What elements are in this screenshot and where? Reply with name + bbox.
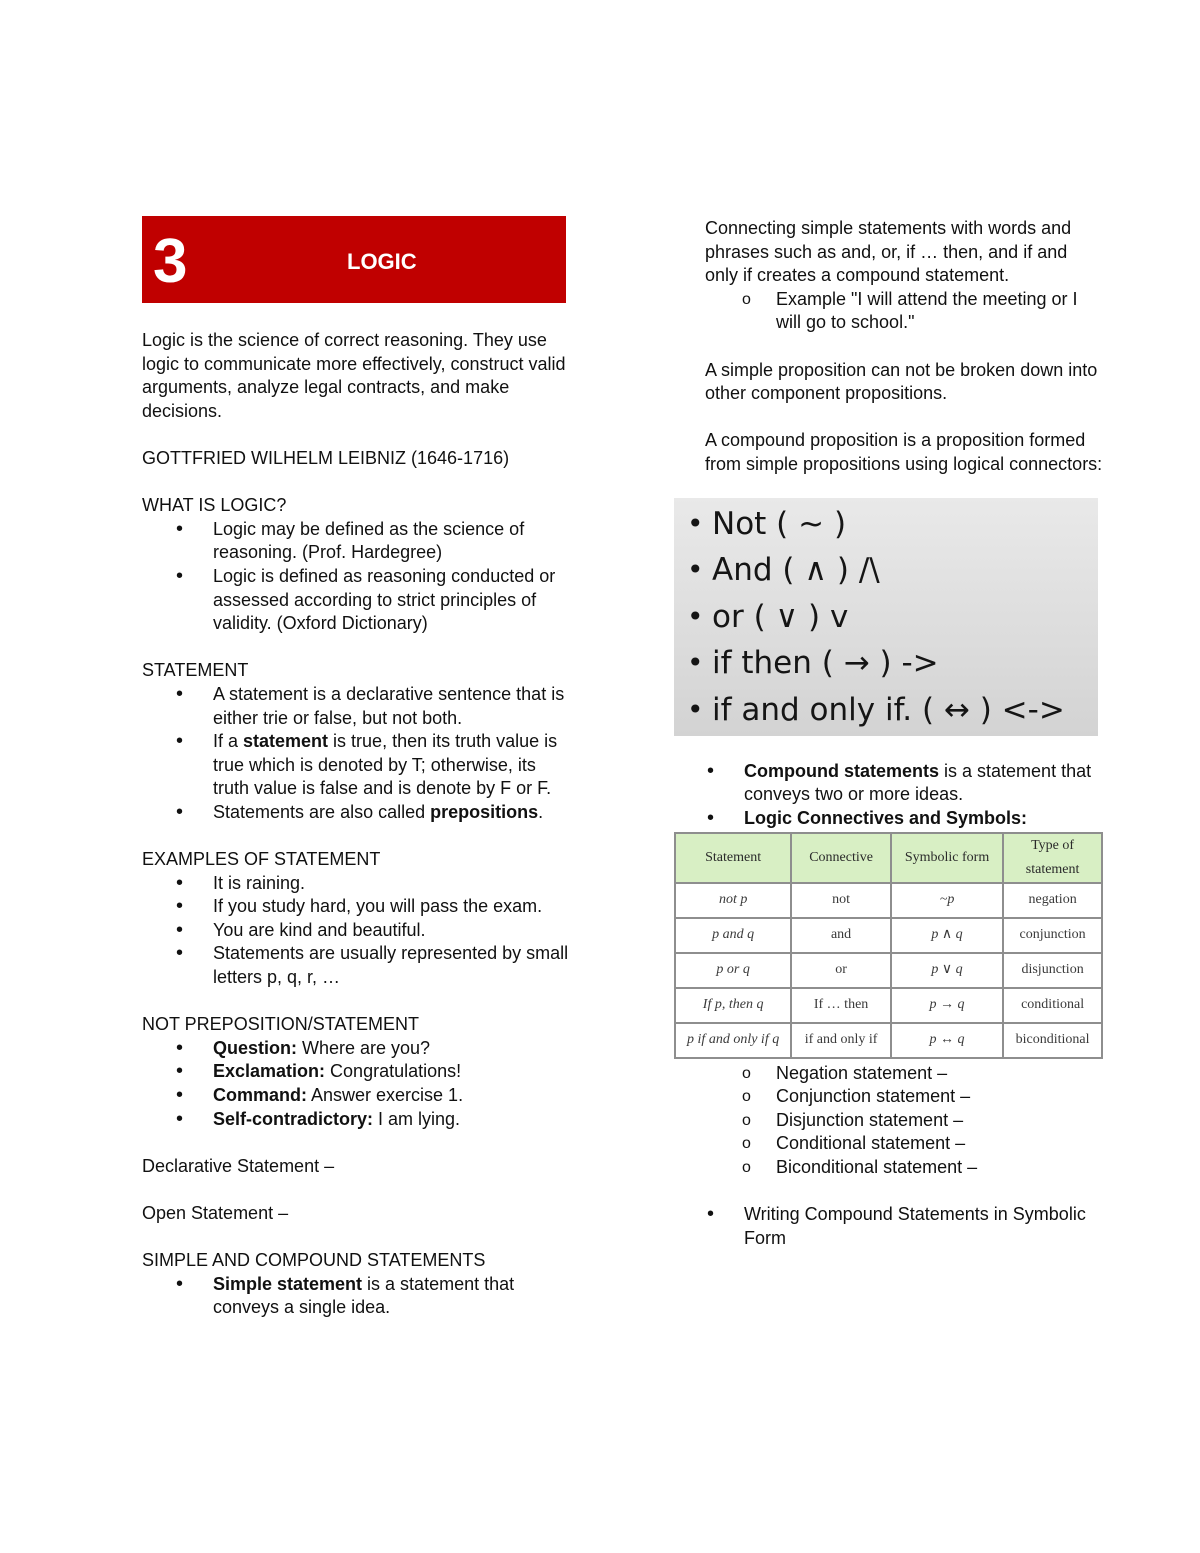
statement-heading: STATEMENT — [142, 660, 249, 681]
list-item: • Command: Answer exercise 1. — [142, 1084, 572, 1108]
list-item: • If a statement is true, then its truth value is true which is denoted by T; otherwise, its truth value is false and is denote by F or F. — [142, 730, 572, 801]
connector-if-then: • if then ( → ) -> — [674, 640, 1098, 687]
column-header: Type of statement — [1003, 833, 1102, 882]
connectives-table — [674, 832, 1103, 1058]
simple-compound-list — [142, 1273, 572, 1320]
table-cell: or — [791, 953, 891, 988]
connector-iff: • if and only if. ( ↔ ) <-> — [674, 687, 1098, 734]
writing-list — [673, 1203, 1103, 1250]
simple-compound-heading: SIMPLE AND COMPOUND STATEMENTS — [142, 1250, 486, 1271]
list-item: • Writing Compound Statements in Symbolic Form — [673, 1203, 1103, 1250]
list-item: • A statement is a declarative sentence that is either trie or false, but not both. — [142, 683, 572, 730]
list-item: • Simple statement is a statement that conveys a single idea. — [142, 1273, 572, 1320]
table-cell: p or q — [675, 953, 791, 988]
table-cell: not p — [675, 883, 791, 918]
chapter-number: 3 — [153, 227, 188, 296]
column-header: Symbolic form — [891, 833, 1003, 882]
compound-list — [673, 760, 1103, 831]
table-cell: p → q — [891, 988, 1003, 1023]
list-item: • Logic Connectives and Symbols: — [673, 807, 1103, 831]
table-row — [675, 883, 1102, 918]
not-statement-list — [142, 1037, 572, 1131]
intro-paragraph: Logic is the science of correct reasoning. They use logic to communicate more effectively, construct valid arguments, analyze legal contracts, and make decisions. — [142, 330, 566, 421]
table-cell: p and q — [675, 918, 791, 953]
list-item: • Statements are also called prepositions. — [142, 801, 572, 825]
connector-not: • Not ( ~ ) — [674, 501, 1098, 548]
right-column — [673, 217, 1103, 1250]
list-item: • You are kind and beautiful. — [142, 919, 572, 943]
table-row — [675, 988, 1102, 1023]
table-cell: and — [791, 918, 891, 953]
table-cell: ~p — [891, 883, 1003, 918]
chapter-banner — [142, 216, 566, 303]
table-row — [675, 953, 1102, 988]
connecting-paragraph: Connecting simple statements with words and phrases such as and, or, if … then, and if and only if creates a compound statement. — [705, 218, 1072, 286]
list-item: • Compound statements is a statement that conveys two or more ideas. — [673, 760, 1103, 807]
table-cell: negation — [1003, 883, 1102, 918]
open-statement-line: Open Statement – — [142, 1202, 289, 1223]
what-is-logic-list — [142, 518, 572, 636]
list-item: • Exclamation: Congratulations! — [142, 1060, 572, 1084]
left-column — [142, 216, 572, 1320]
declarative-statement-line: Declarative Statement – — [142, 1155, 335, 1176]
table-cell: p ↔ q — [891, 1023, 1003, 1058]
simple-proposition-paragraph: A simple proposition can not be broken down into other component propositions. — [705, 359, 1098, 404]
list-item: • Question: Where are you? — [142, 1037, 572, 1061]
table-row — [675, 918, 1102, 953]
what-is-logic-heading: WHAT IS LOGIC? — [142, 495, 287, 516]
connectors-image — [674, 498, 1098, 736]
compound-proposition-paragraph: A compound proposition is a proposition formed from simple propositions using logical connectors: — [705, 430, 1103, 474]
list-item: o Conjunction statement – — [673, 1085, 1103, 1109]
leibniz-line: GOTTFRIED WILHELM LEIBNIZ (1646-1716) — [142, 447, 510, 468]
table-cell: disjunction — [1003, 953, 1102, 988]
table-cell: if and only if — [791, 1023, 891, 1058]
statement-types-list — [673, 1062, 1103, 1180]
statement-list — [142, 683, 572, 825]
list-item: o Biconditional statement – — [673, 1156, 1103, 1180]
table-cell: conjunction — [1003, 918, 1102, 953]
table-cell: p ∨ q — [891, 953, 1003, 988]
examples-heading: EXAMPLES OF STATEMENT — [142, 849, 381, 870]
list-item: o Conditional statement – — [673, 1132, 1103, 1156]
chapter-title: LOGIC — [347, 249, 417, 274]
list-item: • Logic is defined as reasoning conducted or assessed according to strict principles of validity. (Oxford Dictionary) — [142, 565, 572, 636]
not-statement-heading: NOT PREPOSITION/STATEMENT — [142, 1014, 420, 1035]
table-cell: biconditional — [1003, 1023, 1102, 1058]
connectors-list — [674, 501, 1098, 734]
list-item: • Statements are usually represented by small letters p, q, r, … — [142, 942, 572, 989]
list-item: • Self-contradictory: I am lying. — [142, 1108, 572, 1132]
list-item: • Logic may be defined as the science of reasoning. (Prof. Hardegree) — [142, 518, 572, 565]
table-cell: p if and only if q — [675, 1023, 791, 1058]
table-cell: conditional — [1003, 988, 1102, 1023]
table-cell: p ∧ q — [891, 918, 1003, 953]
list-item: o Example "I will attend the meeting or I will go to school." — [673, 288, 1103, 335]
column-header: Connective — [791, 833, 891, 882]
list-item: • It is raining. — [142, 872, 572, 896]
table-row — [675, 1023, 1102, 1058]
table-cell: not — [791, 883, 891, 918]
list-item: o Negation statement – — [673, 1062, 1103, 1086]
list-item: o Disjunction statement – — [673, 1109, 1103, 1133]
example-list — [673, 288, 1103, 335]
table-cell: If p, then q — [675, 988, 791, 1023]
table-cell: If … then — [791, 988, 891, 1023]
list-item: • If you study hard, you will pass the exam. — [142, 895, 572, 919]
column-header: Statement — [675, 833, 791, 882]
table-header-row — [675, 833, 1102, 882]
connector-and: • And ( ∧ ) /\ — [674, 547, 1098, 594]
connector-or: • or ( ∨ ) v — [674, 594, 1098, 641]
examples-list — [142, 872, 572, 990]
